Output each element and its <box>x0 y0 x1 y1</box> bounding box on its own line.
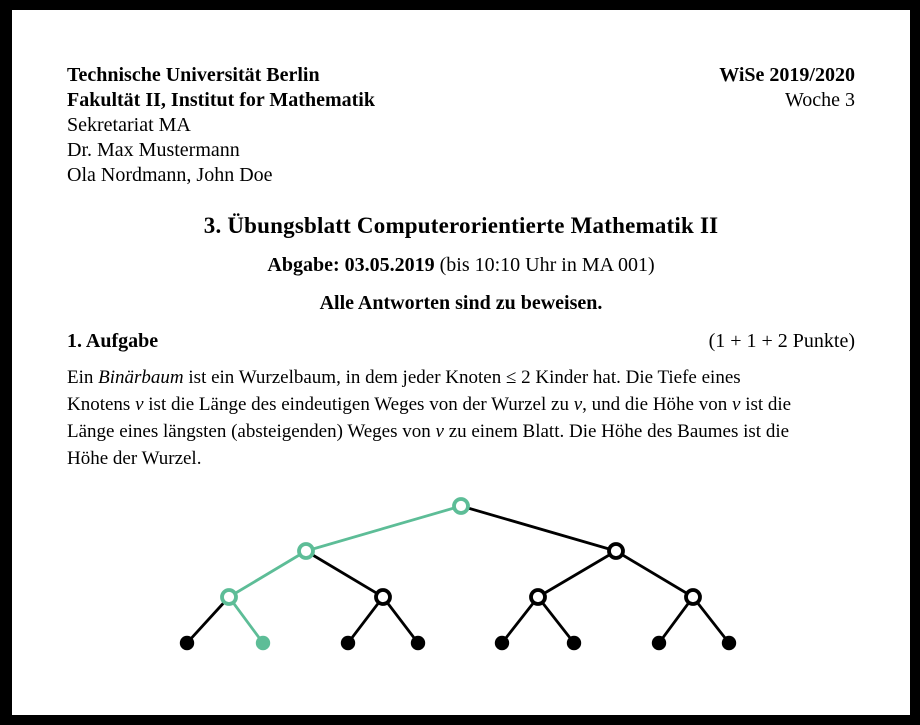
tree-edge-n1-n3 <box>229 551 306 597</box>
semester-label: WiSe 2019/2020 <box>719 64 855 86</box>
tree-node-n4 <box>376 590 390 604</box>
tree-node-l8 <box>722 636 736 650</box>
paragraph-line <box>67 445 855 472</box>
tree-node-l1 <box>180 636 194 650</box>
task-number-label: 1. Aufgabe <box>67 330 159 352</box>
tree-node-l7 <box>652 636 666 650</box>
document-page <box>12 10 910 715</box>
tree-node-l2 <box>256 636 270 650</box>
math-var-v: v <box>573 394 583 415</box>
tree-node-l5 <box>495 636 509 650</box>
text-segment: Knotens <box>67 394 136 415</box>
header-semester-block <box>719 63 855 113</box>
term-binaerbaum: Binärbaum <box>98 367 184 388</box>
tree-node-l4 <box>411 636 425 650</box>
assistant-names: Ola Nordmann, John Doe <box>67 164 273 186</box>
text-segment: ist die Länge des eindeutigen Weges von der Wurzel zu <box>143 394 574 415</box>
task-header-row <box>67 328 855 354</box>
text-segment: Länge eines längsten (absteigenden) Weges von <box>67 421 436 442</box>
tree-edge-n3-l1 <box>187 597 229 643</box>
tree-node-n6 <box>686 590 700 604</box>
secretariat: Sekretariat MA <box>67 114 191 136</box>
text-segment: Ein <box>67 367 99 388</box>
week-label: Woche 3 <box>784 89 855 111</box>
tree-edge-root-n1 <box>306 506 461 551</box>
tree-edge-n2-n6 <box>616 551 693 597</box>
tree-node-root <box>454 499 468 513</box>
tree-node-l3 <box>341 636 355 650</box>
tree-node-n1 <box>299 544 313 558</box>
text-segment: ist die <box>740 394 792 415</box>
text-segment: Höhe der Wurzel. <box>67 448 202 469</box>
header-institution-block <box>67 63 375 188</box>
paragraph-line <box>67 418 855 445</box>
math-var-v: v <box>135 394 144 415</box>
tree-node-n5 <box>531 590 545 604</box>
due-date-bold: Abgabe: 03.05.2019 <box>267 254 435 276</box>
tree-node-n2 <box>609 544 623 558</box>
due-date-line <box>67 252 855 278</box>
math-var-v: v <box>732 394 741 415</box>
tree-node-l6 <box>567 636 581 650</box>
lecturer-name: Dr. Max Mustermann <box>67 139 240 161</box>
paragraph-line <box>67 364 855 391</box>
proof-notice: Alle Antworten sind zu beweisen. <box>319 292 603 314</box>
tree-edge-n2-n5 <box>538 551 616 597</box>
text-segment: ist ein Wurzelbaum, in dem jeder Knoten ≤ 2 Kinder hat. Die Tiefe eines <box>183 367 741 388</box>
tree-edge-root-n2 <box>461 506 616 551</box>
paragraph-line <box>67 391 855 418</box>
task-points-label: (1 + 1 + 2 Punkte) <box>708 330 855 352</box>
due-date-detail: (bis 10:10 Uhr in MA 001) <box>434 254 655 276</box>
text-segment: , und die Höhe von <box>582 394 732 415</box>
tree-edge-n1-n4 <box>306 551 383 597</box>
task-paragraph <box>67 364 855 472</box>
binary-tree-figure <box>141 480 781 670</box>
text-segment: zu einem Blatt. Die Höhe des Baumes ist die <box>443 421 790 442</box>
institution-name: Technische Universität Berlin <box>67 64 320 86</box>
math-var-v: v <box>435 421 444 442</box>
tree-node-n3 <box>222 590 236 604</box>
sheet-title: 3. Übungsblatt Computerorientierte Mathematik II <box>203 213 719 238</box>
document-header <box>67 63 855 188</box>
faculty-name: Fakultät II, Institut for Mathematik <box>67 89 375 111</box>
